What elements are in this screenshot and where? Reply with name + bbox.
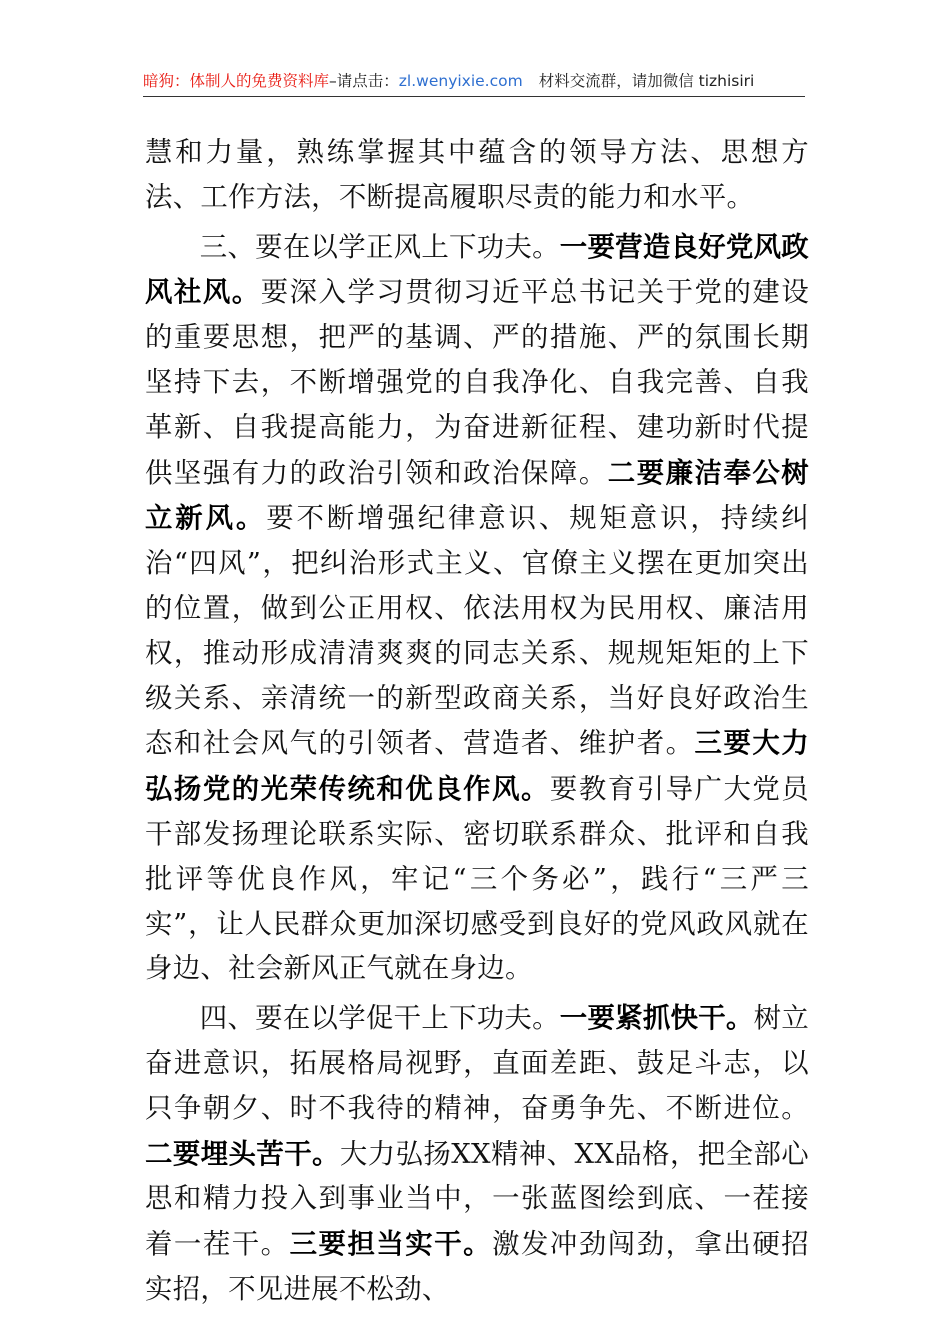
bold-point: 一要营造良好党风政风社风。 <box>145 230 809 309</box>
paragraph-section-three <box>145 225 809 993</box>
bold-point: 二要廉洁奉公树立新风。 <box>145 456 809 535</box>
text-segment: 慧和力量，熟练掌握其中蕴含的领导方法、思想方法、工作方法，不断提高履职尽责的能力和水平。 <box>145 137 809 213</box>
bold-point: 三要大力弘扬党的光荣传统和优良作风。 <box>145 727 810 806</box>
paragraph-section-four <box>145 996 809 1313</box>
bold-point: 三要担当实干。 <box>289 1228 493 1261</box>
header-click-prompt: –请点击： <box>329 72 399 90</box>
section-heading: 四、要在以学促干上下功夫。 <box>199 1003 560 1035</box>
text-segment: 激发冲劲闯劲，拿出硬招实招，不见进展不松劲、 <box>145 1229 809 1305</box>
text-segment: 要不断增强纪律意识、规矩意识，持续纠治“四风”，把纠治形式主义、官僚主义摆在更加突出的位置，做到公正用权、依法用权为民用权、廉洁用权，推动形成清清爽爽的同志关系、规规矩矩的上下级关系、亲清统一的新型政商关系，当好良好政治生态和社会风气的引领者、营造者、维护者。 <box>145 503 809 760</box>
header-url-link[interactable]: zl.wenyixie.com <box>398 72 523 90</box>
paragraph-continuation <box>145 131 809 221</box>
text-segment: 要教育引导广大党员干部发扬理论联系实际、密切联系群众、批评和自我批评等优良作风，牢记“三个务必”，践行“三严三实”，让人民群众更加深切感受到良好的党风政风就在身边、社会新风正气就在身边。 <box>145 774 809 985</box>
header-site-name: 暗狗：体制人的免费资料库 <box>143 72 330 90</box>
page-header <box>143 68 805 97</box>
bold-point: 一要紧抓快干。 <box>559 1002 754 1035</box>
document-body <box>145 131 809 1313</box>
section-heading: 三、要在以学正风上下功夫。 <box>199 231 560 263</box>
text-segment: 树立奋进意识，拓展格局视野，直面差距、鼓足斗志，以只争朝夕、时不我待的精神，奋勇争先、不断进位。 <box>145 1003 810 1124</box>
bold-point: 二要埋头苦干。 <box>145 1137 340 1170</box>
text-segment: 要深入学习贯彻习近平总书记关于党的建设的重要思想，把严的基调、严的措施、严的氛围长期坚持下去，不断增强党的自我净化、自我完善、自我革新、自我提高能力，为奋进新征程、建功新时代提供坚强有力的政治引领和政治保障。 <box>145 277 810 489</box>
header-group-text: 材料交流群，请加微信 tizhisiri <box>538 72 755 90</box>
text-segment: 大力弘扬XX精神、XX品格，把全部心思和精力投入到事业当中，一张蓝图绘到底、一茬接着一茬干。 <box>145 1138 809 1261</box>
